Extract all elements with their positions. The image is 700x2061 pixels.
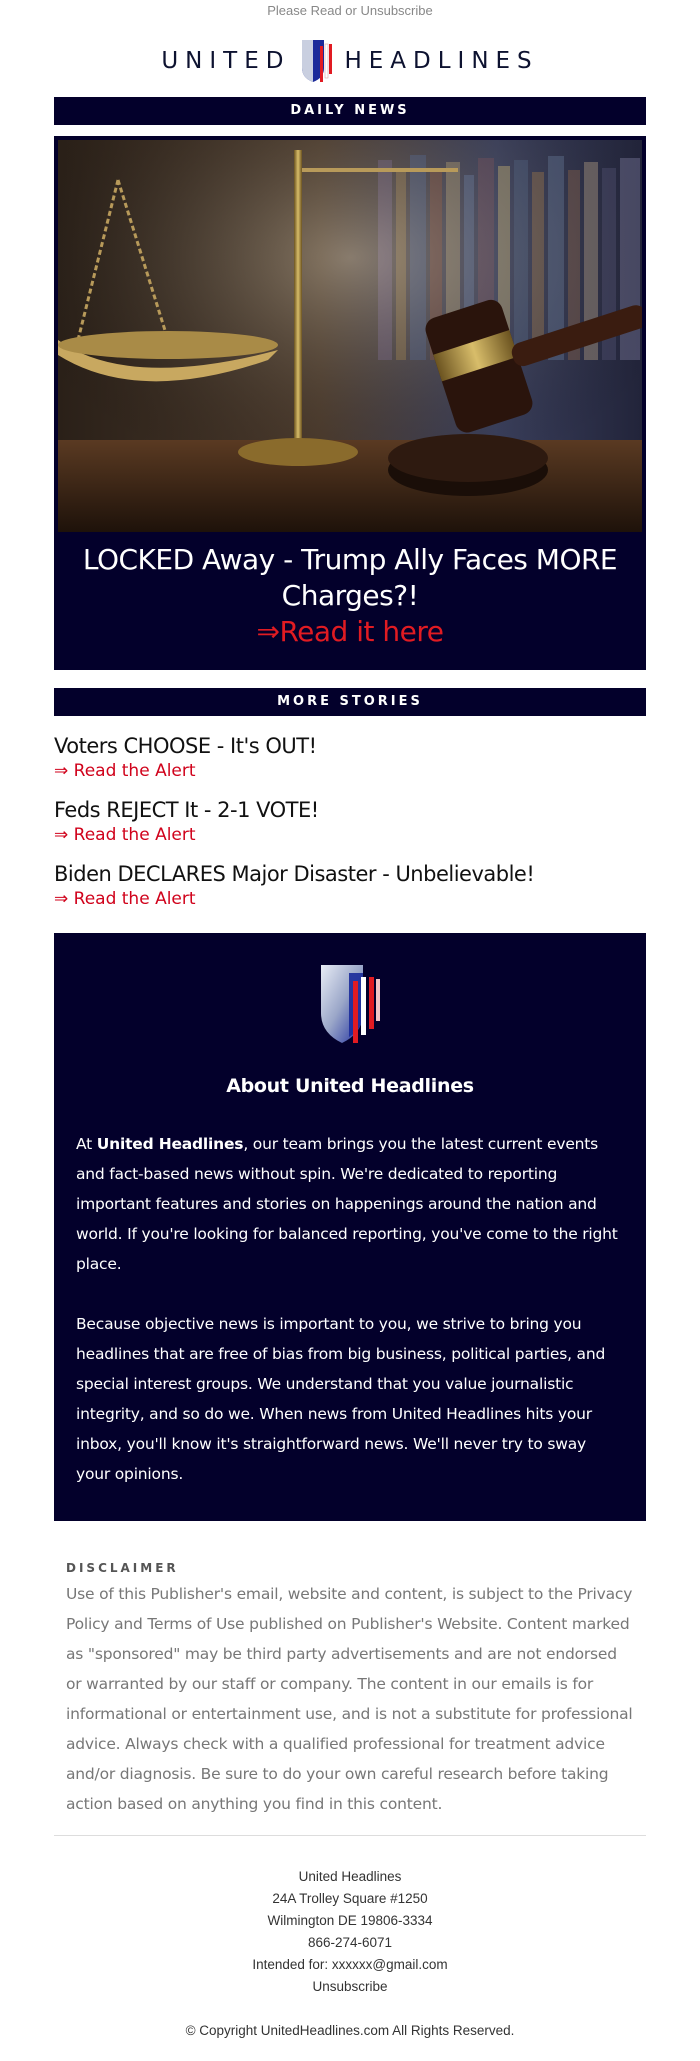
read-the-alert-link[interactable]: ⇒ Read the Alert (54, 825, 196, 845)
read-the-alert-link[interactable]: ⇒ Read the Alert (54, 761, 196, 781)
logo-word-headlines: HEADLINES (344, 48, 539, 74)
about-p1-prefix: At (76, 1135, 97, 1153)
about-p1-text: , our team brings you the latest current events and fact-based news without spin. We're dedicated to reporting important features and stories on happenings around the nation and world. If you're looking for balanced reporting, you've come to the right place. (76, 1135, 618, 1273)
story-title[interactable]: Voters CHOOSE - It's OUT! (54, 734, 317, 758)
disclaimer-section (54, 1521, 646, 1836)
story-title[interactable]: Feds REJECT It - 2-1 VOTE! (54, 798, 319, 822)
shield-logo-icon (300, 38, 334, 84)
footer-phone: 866-274-6071 (307, 1935, 393, 1950)
footer (54, 1836, 646, 2042)
more-stories-list (54, 732, 646, 910)
read-the-alert-link[interactable]: ⇒ Read the Alert (54, 889, 196, 909)
footer-address-line-2: Wilmington DE 19806-3334 (267, 1913, 433, 1928)
disclaimer-text: Use of this Publisher's email, website and content, is subject to the Privacy Policy and Terms of Use published on Publisher's Website. Content marked as "sponsored" may be third party advertisements and are not endorsed or warranted by our staff or company. The content in our emails is for informational or entertainment use, and is not a substitute for professional advice. Always check with a qualified professional for treatment advice and/or diagnosis. Be sure to do your own careful research before taking action based on anything you find in this content. (66, 1585, 633, 1813)
footer-copyright: © Copyright UnitedHeadlines.com All Rights Reserved. (185, 2023, 515, 2038)
about-paragraph-1 (76, 1129, 624, 1279)
footer-unsubscribe-link[interactable]: Unsubscribe (312, 1979, 388, 1994)
story-item (54, 860, 646, 910)
story-item (54, 796, 646, 846)
scales-of-justice-and-gavel-photo[interactable] (58, 140, 642, 532)
featured-story (54, 136, 646, 670)
about-p1-brand: United Headlines (96, 1135, 244, 1153)
disclaimer-title: DISCLAIMER (66, 1561, 179, 1575)
main-content (54, 97, 646, 2042)
daily-news-header: DAILY NEWS (54, 97, 646, 125)
logo-word-united: UNITED (161, 48, 291, 74)
story-item (54, 732, 646, 782)
footer-address-line-1: 24A Trolley Square #1250 (272, 1891, 428, 1906)
about-paragraph-2: Because objective news is important to you, we strive to bring you headlines that are free of bias from big business, political parties, and special interest groups. We understand that you value journalistic integrity, and so do we. When news from United Headlines hits your inbox, you'll know it's straightforward news. We'll never try to sway your opinions. (76, 1315, 606, 1483)
preheader (0, 0, 700, 25)
story-title[interactable]: Biden DECLARES Major Disaster - Unbelievable! (54, 862, 535, 886)
preheader-link[interactable]: Please Read or Unsubscribe (267, 3, 433, 18)
featured-story-title[interactable]: LOCKED Away - Trump Ally Faces MORE Charges?! (82, 543, 618, 612)
about-logo (76, 963, 624, 1045)
featured-read-it-here-link[interactable]: ⇒Read it here (256, 615, 444, 648)
brand-logo[interactable] (0, 25, 700, 97)
footer-company: United Headlines (298, 1869, 402, 1884)
shield-logo-icon (319, 963, 381, 1045)
about-section (54, 933, 646, 1521)
footer-intended-for: Intended for: xxxxxx@gmail.com (252, 1957, 448, 1972)
more-stories-header: MORE STORIES (54, 688, 646, 716)
about-title: About United Headlines (226, 1075, 474, 1097)
